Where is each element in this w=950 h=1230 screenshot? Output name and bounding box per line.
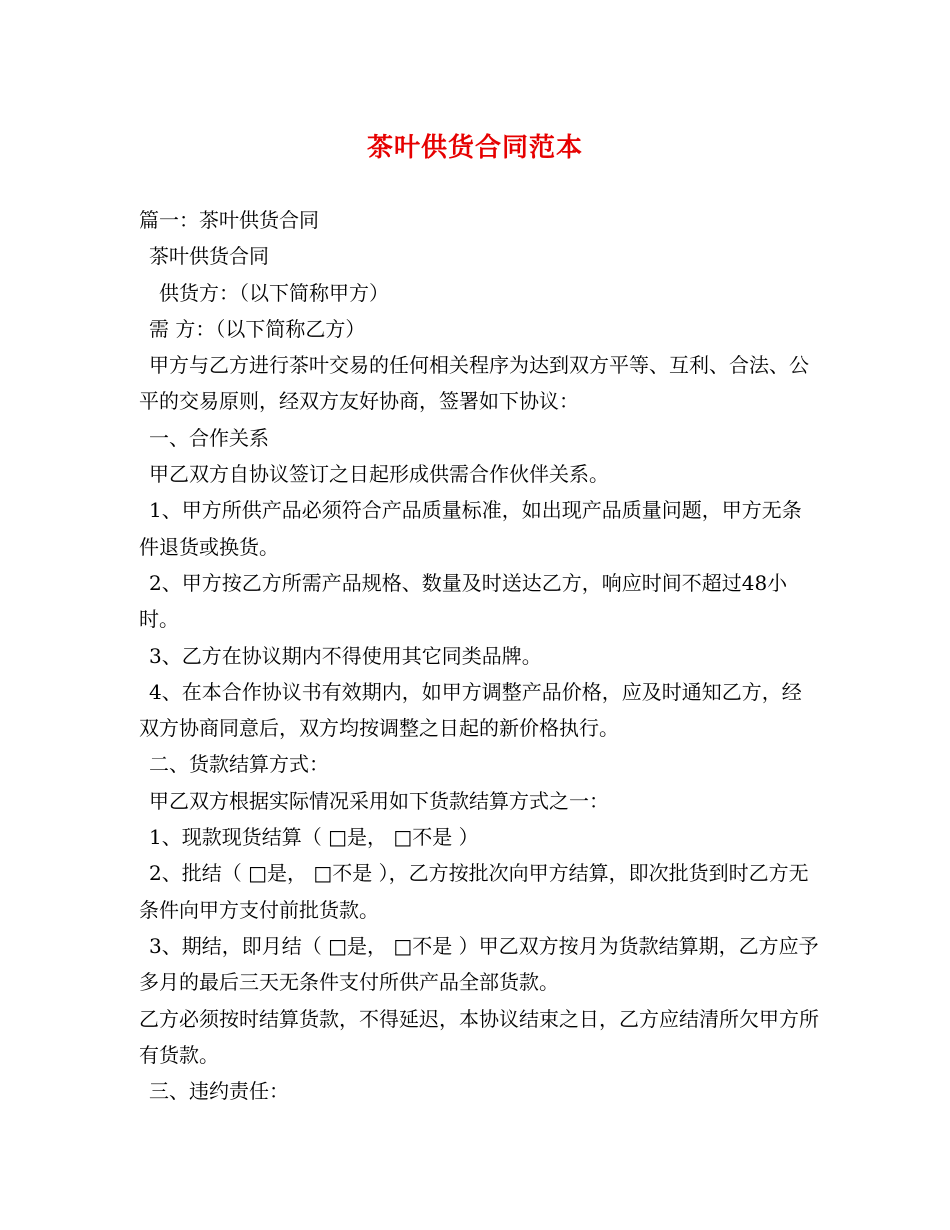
clause-item: 2、甲方按乙方所需产品规格、数量及时送达乙方，响应时间不超过48小时。 <box>139 570 788 632</box>
contract-name: 茶叶供货合同 <box>149 244 269 269</box>
payment-intro: 甲乙双方根据实际情况采用如下货款结算方式之一： <box>149 788 609 813</box>
intro-paragraph: 甲方与乙方进行茶叶交易的任何相关程序为达到双方平等、互利、合法、公平的交易原则，经双方友好协商，签署如下协议： <box>139 353 809 414</box>
clause-item: 3、乙方在协议期内不得使用其它同类品牌。 <box>149 643 542 668</box>
supplier-line: 供货方：（以下简称甲方） <box>159 280 389 305</box>
buyer-line: 需 方：（以下简称乙方） <box>149 316 366 341</box>
payment-note: 乙方必须按时结算货款，不得延迟，本协议结束之日，乙方应结清所欠甲方所有货款。 <box>139 1006 819 1067</box>
section-heading: 篇一：茶叶供货合同 <box>139 208 319 232</box>
document-body <box>139 202 819 1109</box>
payment-option: 1、现款现货结算（ □是， □不是 ） <box>149 825 479 850</box>
payment-option: 2、批结（ □是， □不是 ），乙方按批次向甲方结算，即次批货到时乙方无条件向甲方支付前批货款。 <box>139 861 809 922</box>
clause-heading-liability: 三、违约责任： <box>149 1079 289 1104</box>
cooperation-paragraph: 甲乙双方自协议签订之日起形成供需合作伙伴关系。 <box>149 462 609 487</box>
payment-option: 3、期结，即月结（ □是， □不是 ）甲乙双方按月为货款结算期，乙方应予多月的最后三天无条件支付所供产品全部货款。 <box>139 933 819 995</box>
clause-heading-cooperation: 一、合作关系 <box>149 425 269 450</box>
document-title: 茶叶供货合同范本 <box>366 133 583 163</box>
clause-heading-payment: 二、货款结算方式： <box>149 752 329 777</box>
clause-item: 1、甲方所供产品必须符合产品质量标准，如出现产品质量问题，甲方无条件退货或换货。 <box>139 498 802 559</box>
clause-item: 4、在本合作协议书有效期内，如甲方调整产品价格，应及时通知乙方，经双方协商同意后，双方均按调整之日起的新价格执行。 <box>139 679 802 741</box>
